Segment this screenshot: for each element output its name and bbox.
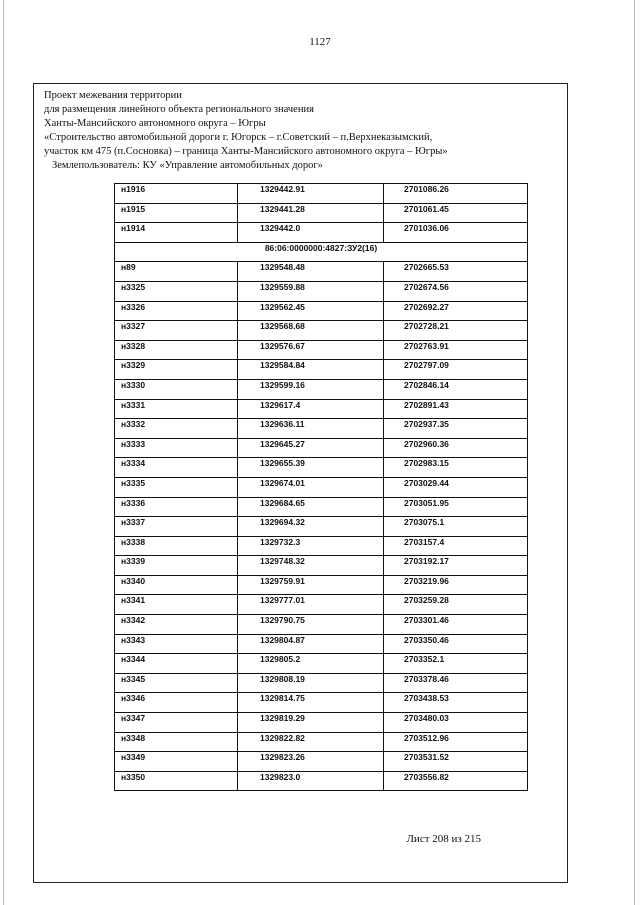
table-row — [115, 223, 528, 243]
point-name-cell: н3339 — [115, 556, 238, 576]
y-coordinate-cell: 2701061.45 — [384, 203, 528, 223]
y-coordinate-cell: 2702937.35 — [384, 419, 528, 439]
table-row — [115, 497, 528, 517]
y-coordinate-cell: 2703075.1 — [384, 517, 528, 537]
point-name-cell: н3331 — [115, 399, 238, 419]
x-coordinate-cell: 1329804.87 — [238, 634, 384, 654]
table-row — [115, 203, 528, 223]
y-coordinate-cell: 2701036.06 — [384, 223, 528, 243]
point-name-cell: н3349 — [115, 752, 238, 772]
table-row — [115, 477, 528, 497]
table-row — [115, 673, 528, 693]
table-row — [115, 379, 528, 399]
y-coordinate-cell: 2703512.96 — [384, 732, 528, 752]
y-coordinate-cell: 2702983.15 — [384, 458, 528, 478]
table-row — [115, 301, 528, 321]
header-line: участок км 475 (п.Сосновка) – граница Ханты-Мансийского автономного округа – Югры» — [44, 146, 448, 157]
point-name-cell: н3342 — [115, 615, 238, 635]
x-coordinate-cell: 1329819.29 — [238, 713, 384, 733]
point-name-cell: н3332 — [115, 419, 238, 439]
table-row — [115, 654, 528, 674]
y-coordinate-cell: 2701086.26 — [384, 184, 528, 204]
point-name-cell: н3336 — [115, 497, 238, 517]
y-coordinate-cell: 2703259.28 — [384, 595, 528, 615]
table-row — [115, 693, 528, 713]
y-coordinate-cell: 2702891.43 — [384, 399, 528, 419]
x-coordinate-cell: 1329617.4 — [238, 399, 384, 419]
point-name-cell: н3341 — [115, 595, 238, 615]
x-coordinate-cell: 1329636.11 — [238, 419, 384, 439]
y-coordinate-cell: 2703350.46 — [384, 634, 528, 654]
x-coordinate-cell: 1329748.32 — [238, 556, 384, 576]
point-name-cell: н3330 — [115, 379, 238, 399]
document-frame — [33, 83, 568, 883]
point-name-cell: н3328 — [115, 340, 238, 360]
x-coordinate-cell: 1329576.67 — [238, 340, 384, 360]
y-coordinate-cell: 2702692.27 — [384, 301, 528, 321]
table-row — [115, 419, 528, 439]
x-coordinate-cell: 1329442.0 — [238, 223, 384, 243]
point-name-cell: н3329 — [115, 360, 238, 380]
table-row — [115, 575, 528, 595]
table-row — [115, 399, 528, 419]
y-coordinate-cell: 2702674.56 — [384, 281, 528, 301]
y-coordinate-cell: 2702846.14 — [384, 379, 528, 399]
y-coordinate-cell: 2703157.4 — [384, 536, 528, 556]
point-name-cell: н1916 — [115, 184, 238, 204]
point-name-cell: н3348 — [115, 732, 238, 752]
table-row — [115, 634, 528, 654]
table-row — [115, 184, 528, 204]
x-coordinate-cell: 1329759.91 — [238, 575, 384, 595]
point-name-cell: н3334 — [115, 458, 238, 478]
y-coordinate-cell: 2702797.09 — [384, 360, 528, 380]
point-name-cell: н1915 — [115, 203, 238, 223]
point-name-cell: н3327 — [115, 321, 238, 341]
y-coordinate-cell: 2703480.03 — [384, 713, 528, 733]
table-row — [115, 360, 528, 380]
table-row — [115, 732, 528, 752]
x-coordinate-cell: 1329822.82 — [238, 732, 384, 752]
x-coordinate-cell: 1329584.84 — [238, 360, 384, 380]
y-coordinate-cell: 2703192.17 — [384, 556, 528, 576]
y-coordinate-cell: 2703219.96 — [384, 575, 528, 595]
table-row — [115, 556, 528, 576]
point-name-cell: н3340 — [115, 575, 238, 595]
point-name-cell: н3338 — [115, 536, 238, 556]
x-coordinate-cell: 1329823.26 — [238, 752, 384, 772]
x-coordinate-cell: 1329805.2 — [238, 654, 384, 674]
scan-edge-right — [634, 0, 635, 905]
y-coordinate-cell: 2703378.46 — [384, 673, 528, 693]
x-coordinate-cell: 1329442.91 — [238, 184, 384, 204]
x-coordinate-cell: 1329674.01 — [238, 477, 384, 497]
y-coordinate-cell: 2702763.91 — [384, 340, 528, 360]
point-name-cell: н1914 — [115, 223, 238, 243]
x-coordinate-cell: 1329823.0 — [238, 771, 384, 791]
point-name-cell: н3326 — [115, 301, 238, 321]
table-row — [115, 536, 528, 556]
header-line: для размещения линейного объекта регионального значения — [44, 104, 314, 115]
y-coordinate-cell: 2703051.95 — [384, 497, 528, 517]
point-name-cell: н3346 — [115, 693, 238, 713]
y-coordinate-cell: 2702960.36 — [384, 438, 528, 458]
x-coordinate-cell: 1329655.39 — [238, 458, 384, 478]
table-row — [115, 713, 528, 733]
point-name-cell: н89 — [115, 262, 238, 282]
point-name-cell: н3345 — [115, 673, 238, 693]
coordinates-table — [114, 183, 528, 791]
table-row — [115, 281, 528, 301]
y-coordinate-cell: 2703556.82 — [384, 771, 528, 791]
x-coordinate-cell: 1329562.45 — [238, 301, 384, 321]
y-coordinate-cell: 2703029.44 — [384, 477, 528, 497]
table-row — [115, 595, 528, 615]
x-coordinate-cell: 1329694.32 — [238, 517, 384, 537]
y-coordinate-cell: 2703531.52 — [384, 752, 528, 772]
x-coordinate-cell: 1329814.75 — [238, 693, 384, 713]
x-coordinate-cell: 1329559.88 — [238, 281, 384, 301]
header-line: Ханты-Мансийского автономного округа – Югры — [44, 118, 266, 129]
x-coordinate-cell: 1329548.48 — [238, 262, 384, 282]
table-row — [115, 321, 528, 341]
x-coordinate-cell: 1329441.28 — [238, 203, 384, 223]
table-row — [115, 771, 528, 791]
y-coordinate-cell: 2703301.46 — [384, 615, 528, 635]
x-coordinate-cell: 1329777.01 — [238, 595, 384, 615]
point-name-cell: н3344 — [115, 654, 238, 674]
header-line: «Строительство автомобильной дороги г. Югорск – г.Советский – п.Верхнеказымский, — [44, 132, 433, 143]
x-coordinate-cell: 1329599.16 — [238, 379, 384, 399]
land-user-line: Землепользователь: КУ «Управление автомобильных дорог» — [52, 160, 323, 171]
point-name-cell: н3350 — [115, 771, 238, 791]
x-coordinate-cell: 1329732.3 — [238, 536, 384, 556]
point-name-cell: н3337 — [115, 517, 238, 537]
y-coordinate-cell: 2703438.53 — [384, 693, 528, 713]
table-row — [115, 615, 528, 635]
x-coordinate-cell: 1329808.19 — [238, 673, 384, 693]
sheet-number: Лист 208 из 215 — [406, 833, 481, 845]
table-row — [115, 517, 528, 537]
point-name-cell: н3325 — [115, 281, 238, 301]
y-coordinate-cell: 2702728.21 — [384, 321, 528, 341]
point-name-cell: н3335 — [115, 477, 238, 497]
x-coordinate-cell: 1329645.27 — [238, 438, 384, 458]
y-coordinate-cell: 2702665.53 — [384, 262, 528, 282]
x-coordinate-cell: 1329790.75 — [238, 615, 384, 635]
point-name-cell: н3333 — [115, 438, 238, 458]
table-row — [115, 438, 528, 458]
scan-edge-left — [3, 0, 4, 905]
header-line: Проект межевания территории — [44, 90, 182, 101]
table-row — [115, 752, 528, 772]
table-row — [115, 340, 528, 360]
table-row — [115, 262, 528, 282]
section-row — [115, 242, 528, 262]
point-name-cell: н3343 — [115, 634, 238, 654]
y-coordinate-cell: 2703352.1 — [384, 654, 528, 674]
document-header — [44, 89, 559, 173]
x-coordinate-cell: 1329684.65 — [238, 497, 384, 517]
page-number: 1127 — [309, 36, 331, 48]
point-name-cell: н3347 — [115, 713, 238, 733]
table-row — [115, 458, 528, 478]
x-coordinate-cell: 1329568.68 — [238, 321, 384, 341]
section-title: 86:06:0000000:4827:ЗУ2(16) — [115, 242, 528, 262]
